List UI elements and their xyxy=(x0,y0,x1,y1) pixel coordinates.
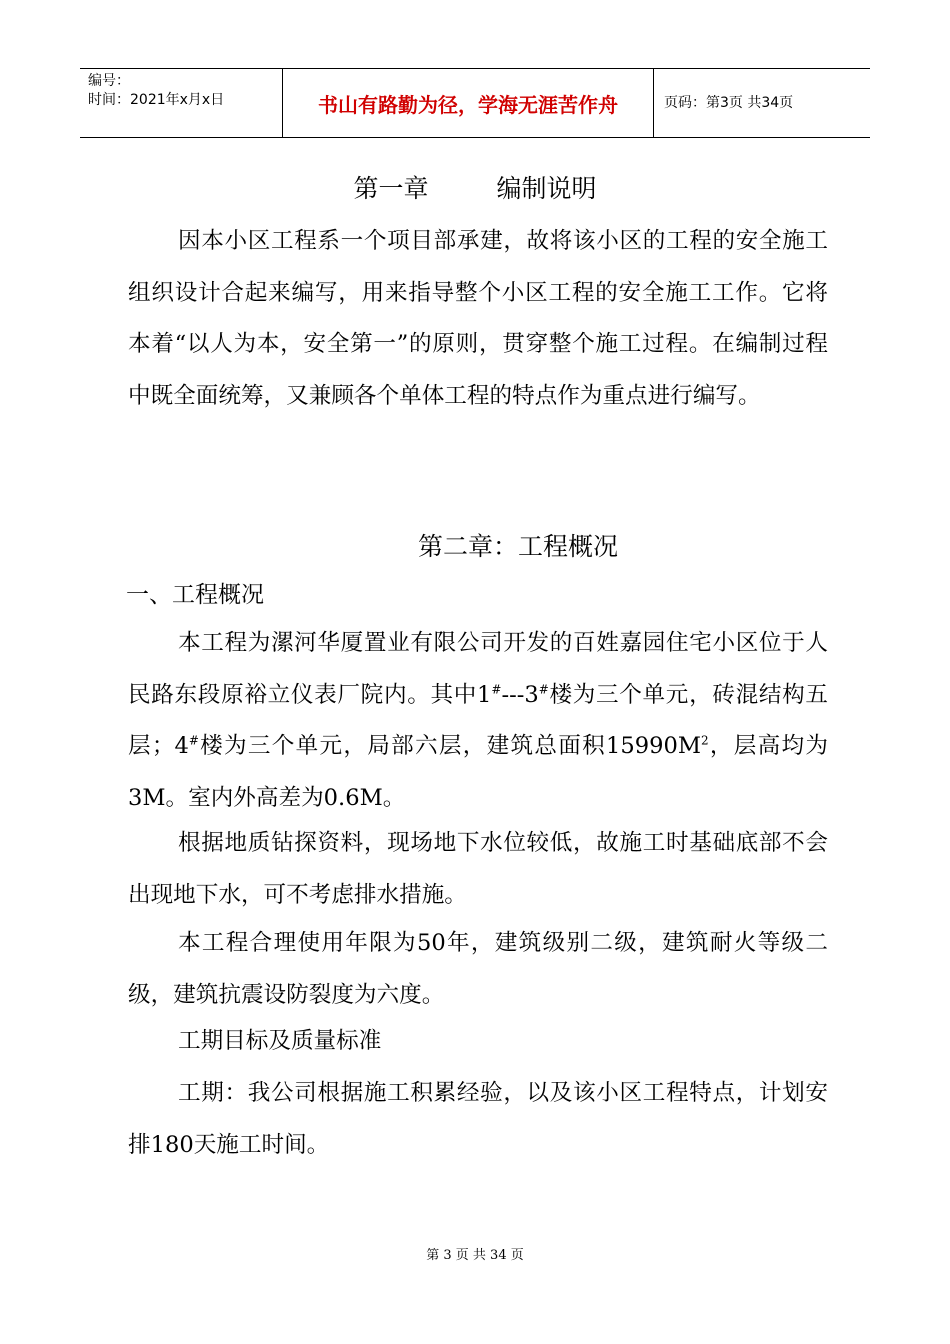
chapter1-number: 第一章 xyxy=(353,174,429,203)
schedule-paragraph: 工期：我公司根据施工积累经验，以及该小区工程特点，计划安排180天施工时间。 xyxy=(128,1080,828,1158)
schedule-heading: 工期目标及质量标准 xyxy=(178,1028,382,1054)
service-life-paragraph: 本工程合理使用年限为50年，建筑级别二级，建筑耐火等级二级，建筑抗震设防裂度为六度。 xyxy=(128,930,828,1008)
doc-code-label: 编号： xyxy=(88,73,130,89)
overview-paragraph: 本工程为漯河华厦置业有限公司开发的百姓嘉园住宅小区位于人民路东段原裕立仪表厂院内。其中1#---3#楼为三个单元，砖混结构五层；4#楼为三个单元，局部六层，建筑总面积$15990M^2$，层高均为3M。室内外高差为0.6M。 xyxy=(128,630,829,811)
chapter1-title xyxy=(0,172,950,206)
section-heading: 一、工程概况 xyxy=(126,582,264,608)
chapter1-name: 编制说明 xyxy=(496,174,597,203)
page-footer: 第 3 页 共 34 页 xyxy=(426,1248,524,1263)
header-left-cell xyxy=(80,69,283,137)
header-center-cell xyxy=(283,69,654,137)
doc-time-label: 时间：2021年x月x日 xyxy=(88,92,225,108)
chapter1-paragraph: 因本小区工程系一个项目部承建，故将该小区的工程的安全施工组织设计合起来编写，用来指导整个小区工程的安全施工工作。它将本着“以人为本，安全第一”的原则，贯穿整个施工过程。在编制过程中既全面统筹，又兼顾各个单体工程的特点作为重点进行编写。 xyxy=(128,228,828,409)
chapter2-title: 第二章：工程概况 xyxy=(418,532,619,561)
geology-paragraph: 根据地质钻探资料，现场地下水位较低，故施工时基础底部不会出现地下水，可不考虑排水措施。 xyxy=(128,830,828,908)
header-page-info: 页码：第3页 共34页 xyxy=(664,95,794,111)
header-motto: 书山有路勤为径，学海无涯苦作舟 xyxy=(318,93,618,117)
header-right-cell xyxy=(654,69,870,137)
page-header xyxy=(80,68,870,138)
